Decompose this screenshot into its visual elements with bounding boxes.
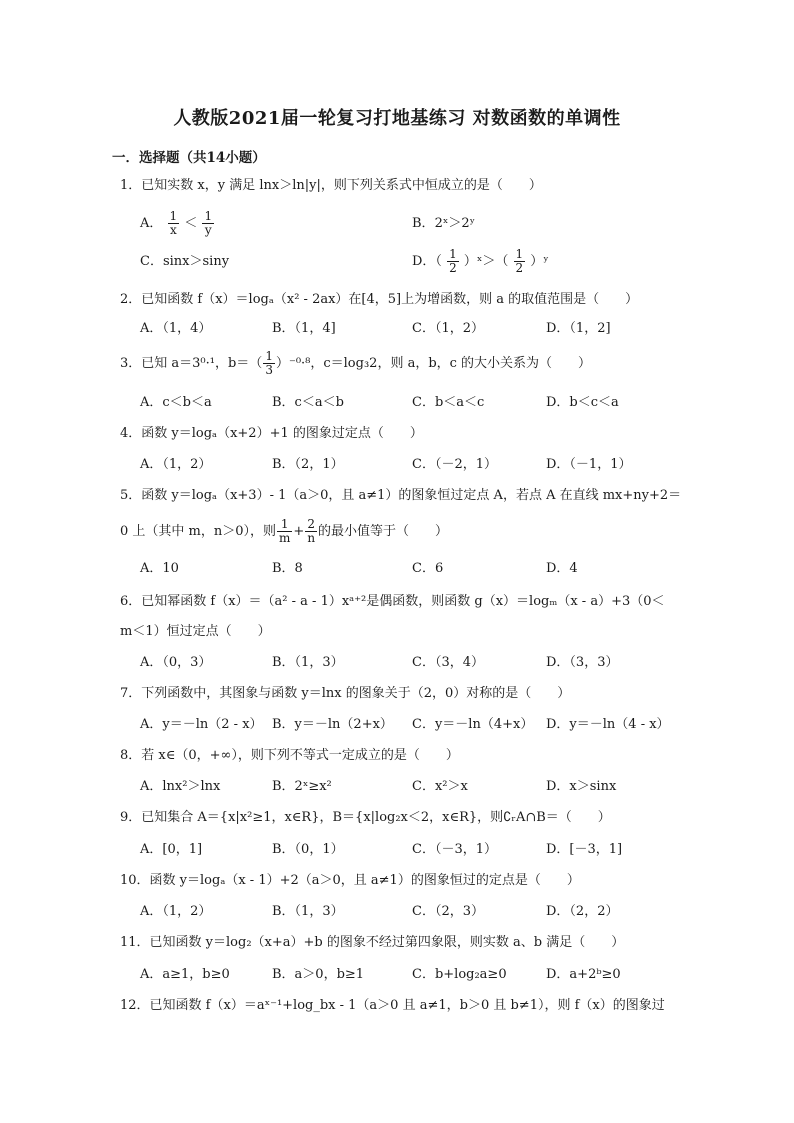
option-a[interactable]: A． $\frac{1}{x}$ ＜ $\frac{1}{y}$	[140, 209, 213, 237]
option-c[interactable]: C．x²＞x	[412, 779, 468, 794]
question-5-stem-line-2: 0 上（其中 m，n＞0），则 $\frac{1}{m}$ + $\frac{2}{n}$ 的最小值等于（ ）	[120, 517, 449, 545]
question-6-options	[140, 652, 700, 674]
section-heading: 一．选择题（共14小题）	[112, 150, 266, 166]
question-7-options	[140, 714, 700, 736]
option-d[interactable]: D．y＝－ln（4 - x）	[546, 717, 670, 732]
fraction: $\frac{1}{y}$	[204, 209, 213, 237]
document-title: 人教版2021届一轮复习打地基练习 对数函数的单调性	[173, 108, 621, 129]
option-c[interactable]: C．6	[412, 561, 444, 576]
option-a[interactable]: A．a≥1，b≥0	[140, 967, 230, 982]
question-5-stem-line-1: 5．函数 y＝logₐ（x+3）- 1（a＞0，且 a≠1）的图象恒过定点 A，若点 A 在直线 mx+ny+2＝	[120, 488, 682, 503]
question-5-options	[140, 558, 700, 580]
option-b[interactable]: B．a＞0，b≥1	[272, 967, 365, 982]
option-a[interactable]: A．（1，2）	[140, 457, 212, 472]
option-c[interactable]: C．b+log₂a≥0	[412, 967, 507, 982]
option-b[interactable]: B．2ˣ＞2ʸ	[412, 216, 476, 231]
question-1-options-row-2	[140, 244, 700, 280]
question-11-stem: 11．已知函数 y＝log₂（x+a）+b 的图象不经过第四象限，则实数 a、b 满足（ ）	[120, 935, 625, 950]
fraction: $\frac{1}{2}$	[449, 247, 457, 275]
option-d[interactable]: D．（3，3）	[546, 655, 619, 670]
option-c[interactable]: C．（1，2）	[412, 321, 484, 336]
fraction: $\frac{1}{3}$	[265, 349, 273, 377]
option-a[interactable]: A．（1，2）	[140, 904, 212, 919]
question-2-options	[140, 318, 700, 340]
option-b[interactable]: B．y＝－ln（2+x）	[272, 717, 393, 732]
question-6-stem-line-1: 6．已知幂函数 f（x）＝（a² - a - 1）xᵃ⁺²是偶函数，则函数 g（x）＝logₘ（x - a）+3（0＜	[120, 594, 665, 609]
question-1-options-row-1	[140, 206, 700, 242]
option-b[interactable]: B．（2，1）	[272, 457, 344, 472]
option-d[interactable]: D．4	[546, 561, 578, 576]
fraction: $\frac{2}{n}$	[307, 517, 316, 545]
option-d[interactable]: D．（2，2）	[546, 904, 619, 919]
option-c[interactable]: C．sinx＞siny	[140, 254, 230, 269]
option-b[interactable]: B．（0，1）	[272, 842, 344, 857]
question-6-stem-line-2: m＜1）恒过定点（ ）	[120, 624, 271, 639]
option-c[interactable]: C．y＝－ln（4+x）	[412, 717, 534, 732]
option-c[interactable]: C．（2，3）	[412, 904, 484, 919]
option-b[interactable]: B．（1，4]	[272, 321, 336, 336]
fraction: $\frac{1}{x}$	[169, 209, 178, 237]
option-d[interactable]: D．（1，2]	[546, 321, 611, 336]
question-8-options	[140, 776, 700, 798]
option-a[interactable]: A．[0，1]	[140, 842, 203, 857]
fraction: $\frac{1}{m}$	[279, 517, 291, 545]
option-b[interactable]: B．（1，3）	[272, 904, 344, 919]
fraction: $\frac{1}{2}$	[515, 247, 524, 275]
option-b[interactable]: B．2ˣ≥x²	[272, 779, 332, 794]
question-9-options	[140, 839, 700, 861]
option-c[interactable]: C．（3，4）	[412, 655, 484, 670]
option-d[interactable]: D．（ $\frac{1}{2}$ ）ˣ＞（ $\frac{1}{2}$ ）ʸ	[412, 247, 549, 275]
option-d[interactable]: D．a+2ᵇ≥0	[546, 967, 621, 982]
question-4-stem: 4．函数 y＝logₐ（x+2）+1 的图象过定点（ ）	[120, 426, 423, 441]
option-d[interactable]: D．x＞sinx	[546, 779, 617, 794]
question-10-options	[140, 901, 700, 923]
question-1-stem: 1．已知实数 x，y 满足 lnx＞ln|y|，则下列关系式中恒成立的是（ ）	[120, 178, 542, 193]
option-a[interactable]: A．y＝－ln（2 - x）	[140, 717, 263, 732]
option-a[interactable]: A．（0，3）	[140, 655, 212, 670]
option-b[interactable]: B．c＜a＜b	[272, 395, 344, 410]
question-2-stem: 2．已知函数 f（x）＝logₐ（x² - 2ax）在[4，5]上为增函数，则 a 的取值范围是（ ）	[120, 292, 639, 307]
option-d[interactable]: D．b＜c＜a	[546, 395, 619, 410]
question-9-stem: 9．已知集合 A＝{x|x²≥1，x∈R}，B＝{x|log₂x＜2，x∈R}，则∁ᵣA∩B＝（ ）	[120, 810, 611, 825]
question-10-stem: 10．函数 y＝logₐ（x - 1）+2（a＞0，且 a≠1）的图象恒过的定点是（ ）	[120, 873, 580, 888]
option-a[interactable]: A．c＜b＜a	[140, 395, 212, 410]
option-b[interactable]: B．8	[272, 561, 303, 576]
option-d[interactable]: D．[－3，1]	[546, 842, 623, 857]
option-a[interactable]: A．10	[140, 561, 179, 576]
option-c[interactable]: C．b＜a＜c	[412, 395, 485, 410]
option-d[interactable]: D．（－1，1）	[546, 457, 632, 472]
option-c[interactable]: C．（－2，1）	[412, 457, 497, 472]
question-8-stem: 8．若 x∈（0，+∞），则下列不等式一定成立的是（ ）	[120, 748, 459, 763]
option-a[interactable]: A．lnx²＞lnx	[140, 779, 221, 794]
question-3-stem: 3．已知 a＝3⁰·¹，b＝（ $\frac{1}{3}$ ）⁻⁰·⁸，c＝log₃2，则 a，b，c 的大小关系为（ ）	[120, 349, 592, 377]
question-11-options	[140, 964, 700, 986]
question-7-stem: 7．下列函数中，其图象与函数 y＝lnx 的图象关于（2，0）对称的是（ ）	[120, 686, 571, 701]
option-b[interactable]: B．（1，3）	[272, 655, 344, 670]
question-4-options	[140, 454, 700, 476]
question-3-options	[140, 392, 700, 414]
option-c[interactable]: C．（－3，1）	[412, 842, 497, 857]
question-12-stem: 12．已知函数 f（x）＝aˣ⁻¹+log_bx - 1（a＞0 且 a≠1，b＞0 且 b≠1），则 f（x）的图象过	[120, 998, 665, 1013]
option-a[interactable]: A．（1，4）	[140, 321, 212, 336]
